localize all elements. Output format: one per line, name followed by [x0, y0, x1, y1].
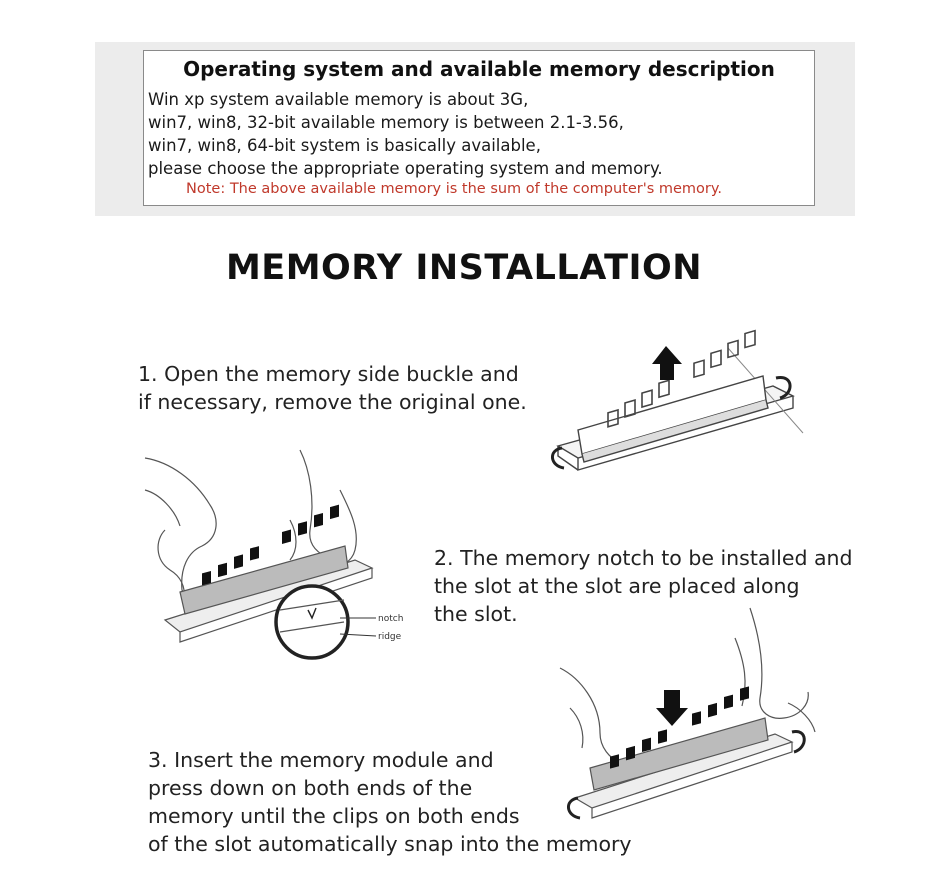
step-3-line-1: 3. Insert the memory module and [148, 748, 494, 772]
step-3-line-4: of the slot automatically snap into the memory [148, 832, 632, 856]
description-line-2: win7, win8, 32-bit available memory is between 2.1-3.56, [148, 113, 624, 132]
notch-label: notch [378, 614, 404, 624]
step-3-text [148, 746, 632, 858]
description-note: Note: The above available memory is the sum of the computer's memory. [186, 181, 722, 197]
step-2-line-1: 2. The memory notch to be installed and [434, 546, 853, 570]
step-1-line-1: 1. Open the memory side buckle and [138, 362, 519, 386]
step-3-line-3: memory until the clips on both ends [148, 804, 520, 828]
step-2-line-2: the slot at the slot are placed along [434, 574, 800, 598]
down-arrow-icon [656, 690, 688, 726]
main-title: MEMORY INSTALLATION [225, 248, 703, 288]
step-2-illustration [140, 450, 430, 670]
step-2-line-3: the slot. [434, 602, 518, 626]
step-3-line-2: press down on both ends of the [148, 776, 473, 800]
description-line-3: win7, win8, 64-bit system is basically available, [148, 136, 541, 155]
step-1-text [138, 360, 527, 416]
up-arrow-icon [652, 346, 682, 380]
description-box [143, 50, 815, 206]
description-title: Operating system and available memory description [183, 57, 775, 81]
description-line-1: Win xp system available memory is about 3G, [148, 90, 529, 109]
ridge-label: ridge [378, 632, 402, 642]
step-1-illustration [548, 338, 808, 488]
description-line-4: please choose the appropriate operating system and memory. [148, 159, 663, 178]
step-1-line-2: if necessary, remove the original one. [138, 390, 527, 414]
